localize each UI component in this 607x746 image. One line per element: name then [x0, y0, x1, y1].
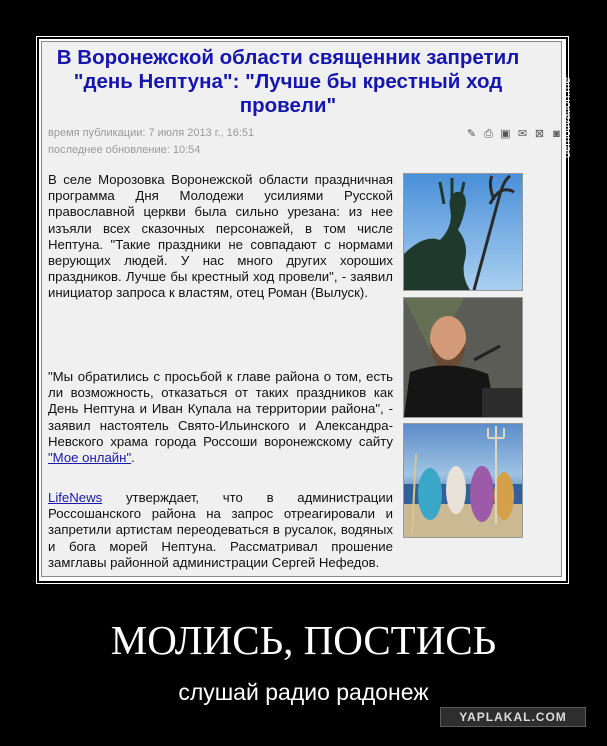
save-icon[interactable]: ▣ — [500, 128, 511, 140]
article-card — [41, 41, 562, 577]
print-icon[interactable]: ⎙ — [484, 128, 493, 140]
paragraph-3-text: утверждает, что в администрации Россошанского района на запрос отреагировали и запретили артистам переодеваться в русалок, водяных и бога морей Нептуна. Рассматривал прошение замглавы районной администрации Сергей Нефедов. — [48, 490, 393, 570]
moe-online-link[interactable]: "Мое онлайн" — [48, 450, 132, 466]
photo-icon[interactable]: ◙ — [553, 128, 560, 140]
close-icon[interactable]: ⊠ — [534, 128, 545, 140]
lifenews-link[interactable]: LifeNews — [48, 490, 103, 505]
site-badge: YAPLAKAL.COM — [440, 707, 586, 727]
edit-icon[interactable]: ✎ — [466, 128, 477, 140]
poster-title: МОЛИСЬ, ПОСТИСЬ — [110, 617, 497, 663]
paragraph-1: В селе Морозовка Воронежской области праздничная программа Дня Молодежи усилиями Русской православной церкви была сильно урезана: из нее изъяли всех сказочных персонажей, в том числе Нептуна. "Такие праздники не совпадают с нормами верующих людей. У нас много других хороших праздников. Лучше бы крестный ход провели", - заявил инициатор запроса к властям, отец Роман (Вылуск). — [48, 172, 393, 301]
email-icon[interactable]: ✉ — [517, 128, 528, 140]
priest-photo — [403, 297, 523, 418]
neptune-statue-photo — [403, 173, 523, 291]
paragraph-2-text: "Мы обратились с просьбой к главе района о том, есть ли возможность, отказаться от таких праздников как День Нептуна и Иван Купала на территории района", - заявил настоятель Свято-Ильинского и Александра-Невского храма города Россоши воронежскому сайту — [48, 369, 393, 449]
festival-photo — [403, 423, 523, 538]
poster-image-area — [39, 39, 566, 581]
update-time: последнее обновление: 10:54 — [48, 144, 201, 156]
paragraph-2 — [48, 369, 393, 466]
article-toolbar — [466, 128, 562, 142]
poster-subtitle: слушай радио радонеж — [178, 679, 429, 705]
article-headline: В Воронежской области священник запретил "день Нептуна": "Лучше бы крестный ход провели" — [56, 46, 520, 117]
publish-time: время публикации: 7 июля 2013 г., 16:51 — [48, 127, 255, 139]
paragraph-3 — [48, 490, 393, 571]
paragraph-2-end: . — [131, 450, 135, 466]
watermark: demotivation.me — [561, 77, 573, 158]
